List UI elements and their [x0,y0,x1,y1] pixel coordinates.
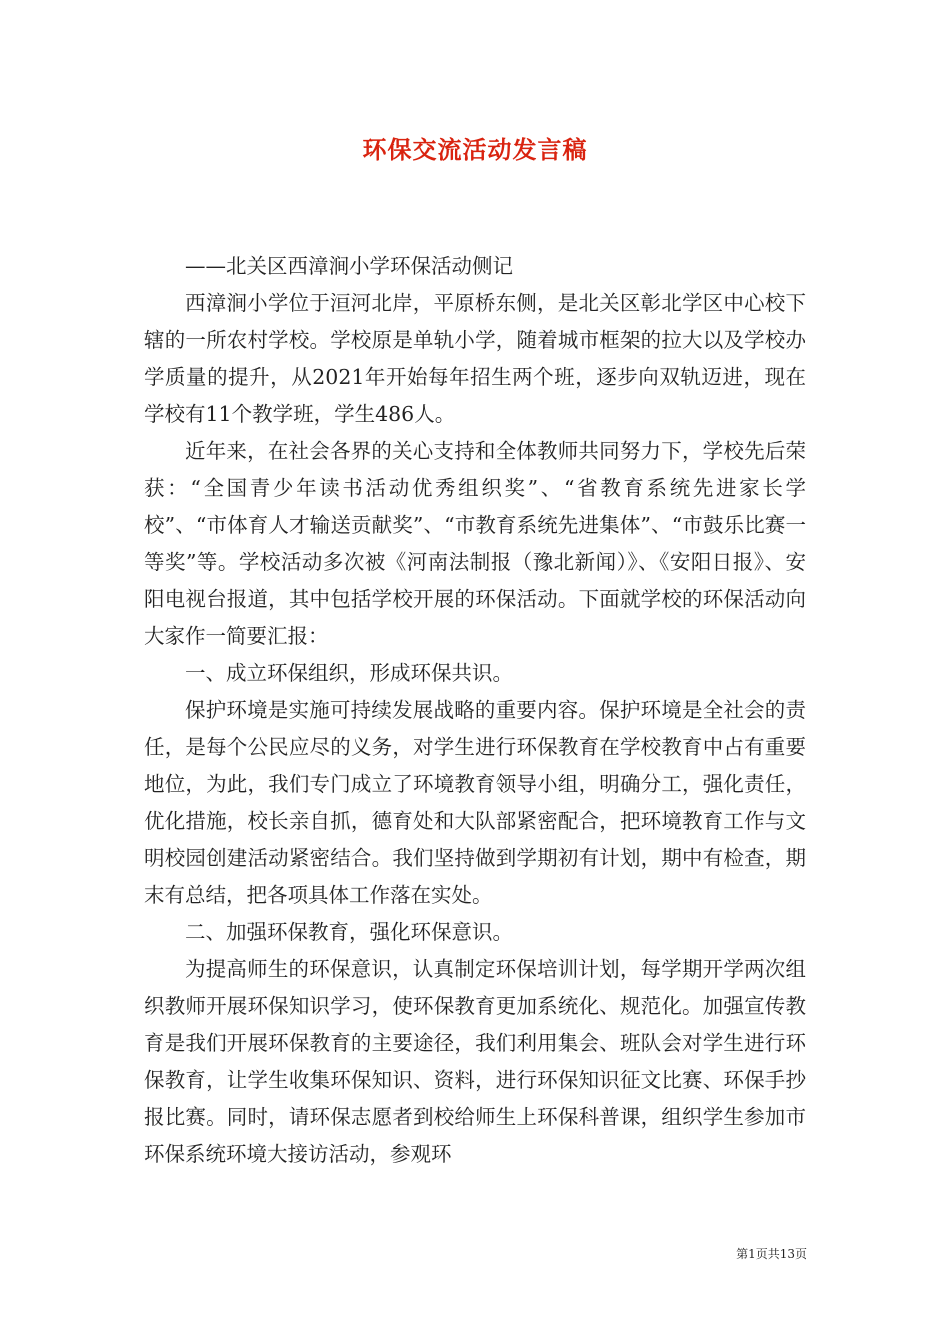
body-paragraph: 西漳涧小学位于洹河北岸，平原桥东侧，是北关区彰北学区中心校下辖的一所农村学校。学校原是单轨小学，随着城市框架的拉大以及学校办学质量的提升，从2021年开始每年招生两个班，逐步向双轨迈进，现在学校有11个教学班，学生486人。 [144,291,806,426]
subtitle-paragraph: ——北关区西漳涧小学环保活动侧记 [185,254,513,278]
section-heading: 一、成立环保组织，形成环保共识。 [185,661,513,685]
body-paragraph: 保护环境是实施可持续发展战略的重要内容。保护环境是全社会的责任，是每个公民应尽的义务，对学生进行环保教育在学校教育中占有重要地位，为此，我们专门成立了环境教育领导小组，明确分工，强化责任，优化措施，校长亲自抓，德育处和大队部紧密配合，把环境教育工作与文明校园创建活动紧密结合。我们坚持做到学期初有计划，期中有检查，期末有总结，把各项具体工作落在实处。 [144,698,806,907]
document-body [144,248,806,1173]
body-paragraph: 近年来，在社会各界的关心支持和全体教师共同努力下，学校先后荣获：“全国青少年读书活动优秀组织奖”、“省教育系统先进家长学校”、“市体育人才输送贡献奖”、“市教育系统先进集体”、“市鼓乐比赛一等奖”等。学校活动多次被《河南法制报（豫北新闻）》、《安阳日报》、安阳电视台报道，其中包括学校开展的环保活动。下面就学校的环保活动向大家作一简要汇报： [144,439,806,648]
body-paragraph: 为提高师生的环保意识，认真制定环保培训计划，每学期开学两次组织教师开展环保知识学习，使环保教育更加系统化、规范化。加强宣传教育是我们开展环保教育的主要途径，我们利用集会、班队会对学生进行环保教育，让学生收集环保知识、资料，进行环保知识征文比赛、环保手抄报比赛。同时，请环保志愿者到校给师生上环保科普课，组织学生参加市环保系统环境大接访活动，参观环 [144,957,806,1166]
page-number: 第1页共13页 [736,1247,807,1261]
document-title: 环保交流活动发言稿 [362,135,588,164]
section-heading: 二、加强环保教育，强化环保意识。 [185,920,513,944]
